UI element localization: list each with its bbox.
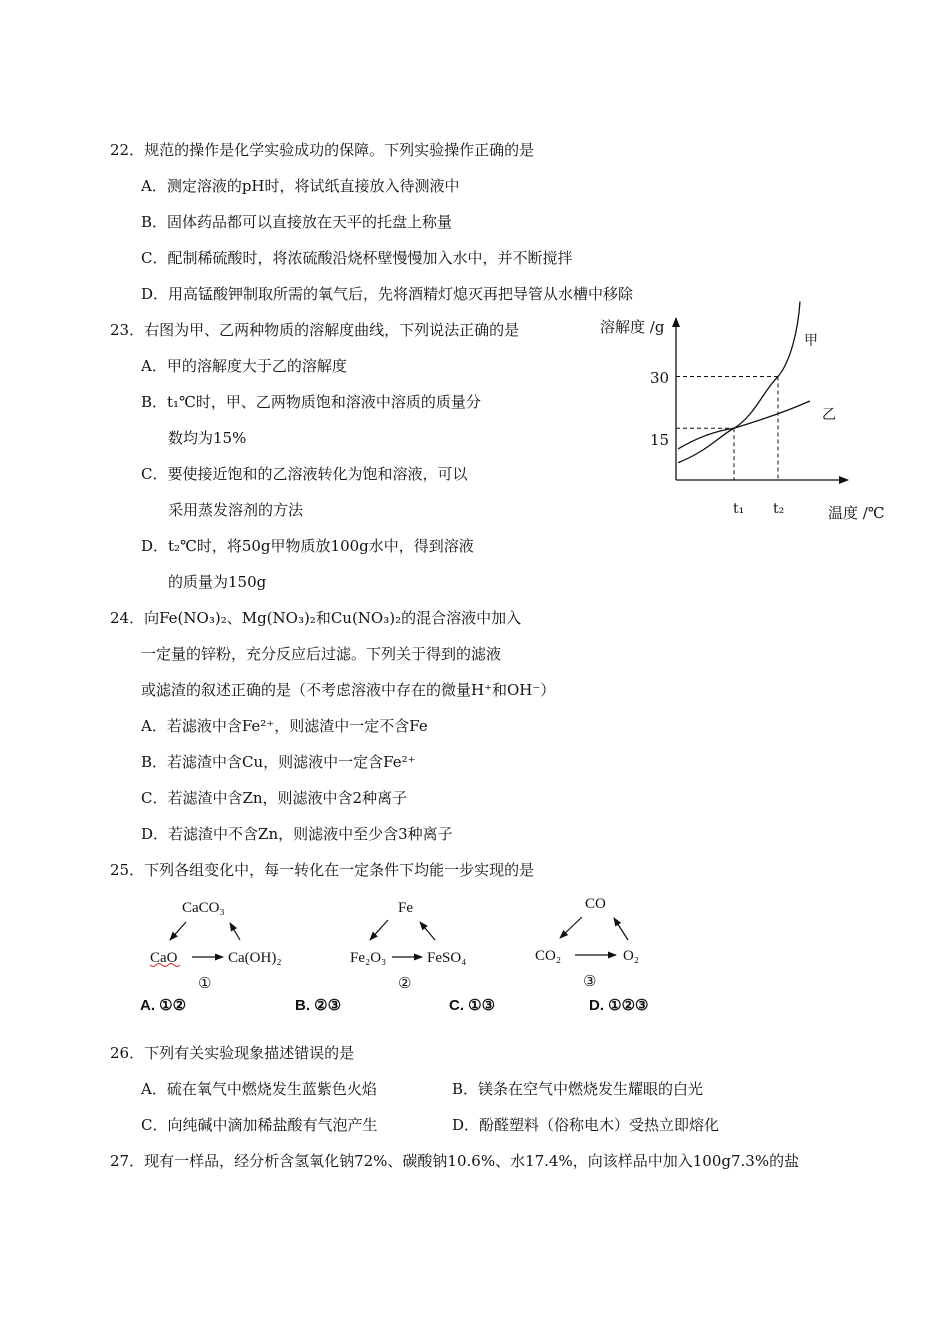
q24-option-c: C．若滤渣中含Zn，则滤液中含2种离子 [141, 789, 408, 807]
cycle-3-top: CO [585, 896, 606, 912]
y-tick-label: 15 [650, 431, 670, 449]
q26-option-a: A．硫在氧气中燃烧发生蓝紫色火焰 [141, 1080, 377, 1098]
series-jia-curve [678, 302, 800, 463]
cycle-2-right: FeSO₄ [427, 950, 467, 966]
q26-option-b: B．镁条在空气中燃烧发生耀眼的白光 [452, 1080, 704, 1098]
q24-option-a: A．若滤液中含Fe²⁺，则滤渣中一定不含Fe [141, 717, 428, 735]
cycle-3-left: CO₂ [535, 948, 562, 964]
cycle-1-right: Ca(OH)₂ [228, 950, 282, 966]
q26-option-c: C．向纯碱中滴加稀盐酸有气泡产生 [141, 1116, 378, 1134]
q23-option-b-line2: 数均为15% [168, 429, 247, 447]
q22-option-c: C．配制稀硫酸时，将浓硫酸沿烧杯壁慢慢加入水中，并不断搅拌 [141, 249, 573, 267]
x-tick-label: t₁ [733, 501, 745, 517]
q22-option-d: D．用高锰酸钾制取所需的氧气后，先将酒精灯熄灭再把导管从水槽中移除 [141, 285, 634, 303]
cycle-1 [150, 900, 282, 992]
cycle-3 [535, 896, 639, 990]
q24-option-d: D．若滤渣中不含Zn，则滤液中至少含3种离子 [141, 825, 453, 843]
q24-stem-line2: 一定量的锌粉，充分反应后过滤。下列关于得到的滤液 [141, 645, 502, 663]
cycle-1-number: ① [198, 976, 212, 992]
q22-option-a: A．测定溶液的pH时，将试纸直接放入待测液中 [141, 177, 460, 195]
x-axis-label: 温度 /℃ [828, 504, 885, 522]
q25-option-c: C. ①③ [449, 997, 496, 1014]
cycle-3-number: ③ [583, 974, 597, 990]
q25-option-d: D. ①②③ [589, 997, 649, 1014]
series-yi-curve [678, 401, 810, 449]
cycle-3-right: O₂ [623, 948, 640, 964]
series-label-yi: 乙 [822, 407, 836, 423]
q22-option-b: B．固体药品都可以直接放在天平的托盘上称量 [141, 213, 453, 231]
q25-option-a: A. ①② [140, 997, 187, 1014]
q26-option-d: D．酚醛塑料（俗称电木）受热立即熔化 [452, 1116, 720, 1134]
cycle-2-number: ② [398, 976, 412, 992]
q26-stem: 26．下列有关实验现象描述错误的是 [110, 1044, 355, 1062]
q23-stem: 23．右图为甲、乙两种物质的溶解度曲线，下列说法正确的是 [110, 321, 520, 339]
q23-option-b-line1: B．t₁℃时，甲、乙两物质饱和溶液中溶质的质量分 [141, 393, 481, 411]
q24-option-b: B．若滤渣中含Cu，则滤液中一定含Fe²⁺ [141, 753, 416, 771]
solubility-chart [590, 300, 910, 530]
y-tick-label: 30 [650, 369, 670, 387]
cycle-2 [350, 900, 466, 992]
x-tick-label: t₂ [773, 501, 785, 517]
q25-stem: 25．下列各组变化中，每一转化在一定条件下均能一步实现的是 [110, 861, 535, 879]
q23-option-d-line1: D．t₂℃时，将50g甲物质放100g水中，得到溶液 [141, 537, 474, 555]
cycle-1-top: CaCO₃ [182, 900, 225, 916]
q23-option-c-line2: 采用蒸发溶剂的方法 [168, 501, 304, 519]
q23-option-c-line1: C．要使接近饱和的乙溶液转化为饱和溶液，可以 [141, 465, 468, 483]
cycle-1-left: CaO [150, 950, 178, 966]
y-axis-label: 溶解度 /g [600, 318, 665, 336]
conversion-diagrams [130, 890, 690, 995]
q27-stem: 27．现有一样品，经分析含氢氧化钠72%、碳酸钠10.6%、水17.4%，向该样品中加入100g7.3%的盐 [110, 1152, 800, 1170]
series-label-jia: 甲 [804, 333, 818, 349]
cycle-2-top: Fe [398, 900, 413, 916]
q23-option-d-line2: 的质量为150g [168, 573, 267, 591]
q22-stem: 22．规范的操作是化学实验成功的保障。下列实验操作正确的是 [110, 141, 535, 159]
q25-option-b: B. ②③ [295, 997, 342, 1014]
q24-stem-line1: 24．向Fe(NO₃)₂、Mg(NO₃)₂和Cu(NO₃)₂的混合溶液中加入 [110, 609, 522, 627]
cycle-2-left: Fe₂O₃ [350, 950, 387, 966]
q24-stem-line3: 或滤渣的叙述正确的是（不考虑溶液中存在的微量H⁺和OH⁻） [141, 681, 556, 699]
q23-option-a: A．甲的溶解度大于乙的溶解度 [141, 357, 347, 375]
